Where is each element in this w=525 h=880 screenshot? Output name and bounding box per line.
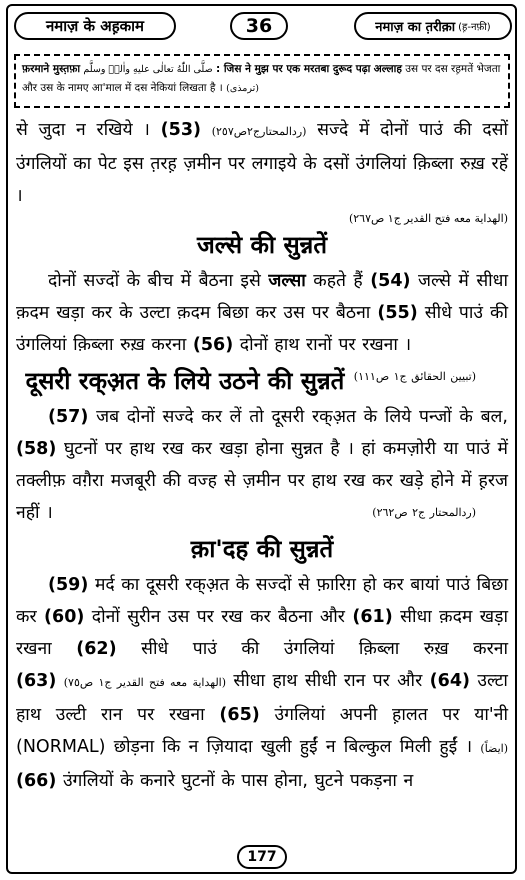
text-span: कहते हैं [313,271,363,291]
reference: (الهداية معه فتح القدير ج١ ص٢٦٧) [348,212,508,225]
rule-number: (64) [429,671,470,691]
text-span: दोनों सज्दों के बीच में बैठना इसे [48,271,261,291]
rule-number: (53) [160,120,201,140]
paragraph-1 [16,114,508,212]
bold-term: जल्सा [268,271,306,291]
text-span: सीधा हाथ सीधी रान पर और [233,671,423,691]
chapter-title-badge [354,12,512,40]
footer-page-number: 177 [247,849,277,865]
text-span: जब दोनों सज्दे कर लें तो दूसरी रक्अ़त के लिये पन्जों के बल, [96,407,508,427]
text-span: सीधे पाउं की उंगलियां क़िब्ला रुख़ करना [141,639,508,659]
hadith-text-a: : जिस ने मुझ पर एक मरतबा दुरूद पढ़ा [215,63,371,75]
paragraph-3 [16,401,508,529]
page-number-badge [230,12,288,40]
page-number: 36 [245,15,273,37]
text-span: उंगलियों के कनारे घुटनों के पास होना, घुटने पकड़ना न [62,771,414,791]
text-span: जल्से में सीधा क़दम खड़ा कर के उल्टा क़दम बिछा कर उस पर बैठना [16,271,508,323]
chapter-title: नमाज़ का त़रीक़ा [375,20,456,35]
rule-number: (56) [192,335,234,355]
rule-number: (63) [16,671,57,691]
text-span: घुटनों पर हाथ रख कर खड़ा होना सुन्नत है । हां कमज़ोरी या पाउं में तक्लीफ़ वग़ैरा मजबूरी की वज्ह से ज़मीन पर हाथ रख कर खड़े होने में ह़रज नहीं । [16,439,508,523]
rule-number: (55) [377,303,418,323]
rule-number: (57) [48,407,89,427]
rule-number: (62) [76,639,117,659]
reference-line [16,212,508,225]
rule-number: (65) [219,705,260,725]
section-heading-second-rakat: दूसरी रक्अ़त के लिये उठने की सुन्नतें [25,367,345,395]
rule-number: (54) [370,271,411,291]
text-span: सीधे पाउं की उंगलियां क़िब्ला रुख़ करना [16,303,508,355]
text-span: मर्द का दूसरी रक्अ़त के सज्दों से फ़ारिग़ हो कर बायां पाउं बिछा कर [16,575,508,627]
text-span: उल्टा हाथ उल्टी रान पर रखना [16,671,508,725]
salutation-text: صلَّى اللّٰهُ تعالٰى عليهِ واٰلهٖ وسلَّم [83,64,213,75]
section-heading-jalsa: जल्से की सुन्नतें [196,231,328,259]
text-span: सज्दे में दोनों पाउं की दसों उंगलियों का पेट इस त़रह़ ज़मीन पर लगाइये के दसों उंगलियां क़िब्ला रुख़ रहें । [16,120,508,206]
paragraph-4 [16,569,508,797]
text-span: उंगलियां अपनी ह़ालत पर या'नी (NORMAL) छोड़ना कि न ज़ियादा खुली हुईं न बिल्कुल मिली हुईं । [16,705,508,757]
reference: (الهداية معه فتح القدير ج١ ص٧٥) [63,676,227,689]
rule-number: (66) [16,771,57,791]
reference: (ردالمحتار ج٢ ص٢٦٢) [372,506,476,519]
book-title: नमाज़ के अह़काम [45,17,145,35]
rule-number: (59) [48,575,89,595]
allah-text: अल्लाह [373,63,402,75]
hadith-reference: (ترمذی) [226,83,259,94]
text-span: दोनों सुरीन उस पर रख कर बैठना और [91,607,345,627]
reference: (ردالمحتارج٢ص٢٥٧) [211,125,307,138]
hadith-text-b: उस पर दस रह़मतें भेजता और उस के नामए आ'माल में दस नेकियां लिखता है । [22,63,501,94]
text-span: से जुदा न रखिये । [16,120,150,140]
hadith-label: फ़रमाने मुस्त़फ़ा [22,63,81,75]
book-title-badge [14,12,176,40]
rule-number: (61) [352,607,393,627]
text-span: सीधा क़दम खड़ा रखना [16,607,508,659]
hadith-box [14,54,510,108]
main-content [16,114,508,797]
rule-number: (60) [44,607,85,627]
chapter-subtitle: (ह़-नफ़ी) [458,22,491,33]
footer-page-number-badge [237,845,287,869]
reference: (ایضاً) [480,742,508,755]
rule-number: (58) [16,439,57,459]
text-span: दोनों हाथ रानों पर रखना । [239,335,412,355]
section-heading-qadah: क़ा'दह की सुन्नतें [190,535,334,563]
reference: (تبيين الحقائق ج١ ص١١١) [353,370,476,383]
page-header [12,10,512,44]
